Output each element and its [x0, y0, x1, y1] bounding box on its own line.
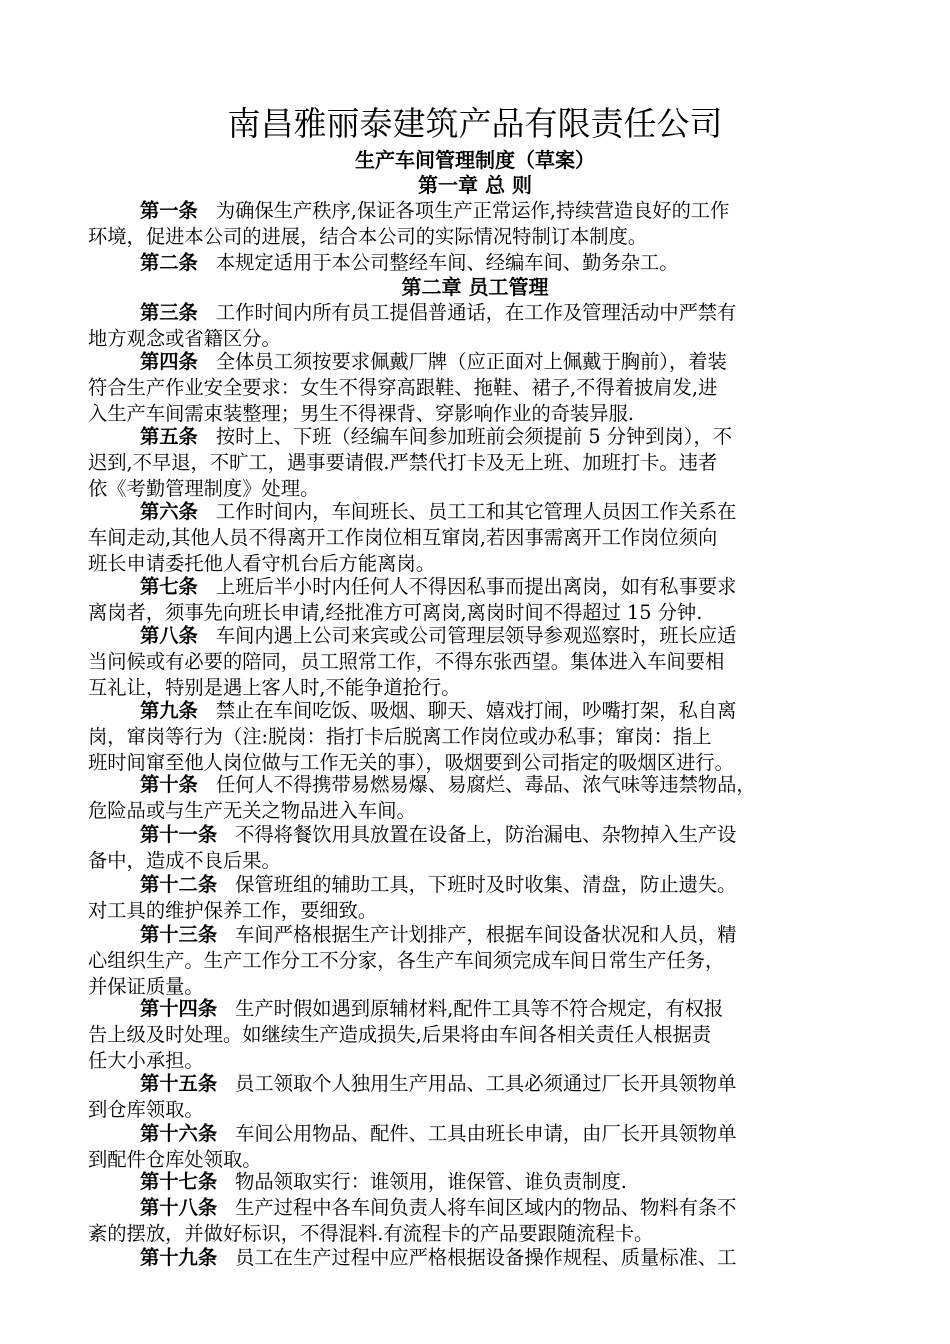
article-12 [88, 872, 888, 924]
article-continuation-line [88, 675, 888, 701]
article-number: 第三条 [140, 301, 198, 324]
article-text: 对工具的维护保养工作，要细致。 [88, 898, 378, 922]
article-11 [88, 822, 888, 874]
article-text: 依《考勤管理制度》处理。 [88, 476, 320, 500]
article-number: 第十四条 [140, 997, 218, 1020]
article-text: 危险品或与生产无关之物品进入车间。 [88, 798, 416, 822]
article-18 [88, 1195, 888, 1247]
article-14 [88, 996, 888, 1074]
article-continuation-line [88, 724, 888, 750]
article-16 [88, 1121, 888, 1173]
article-continuation-line [88, 948, 888, 974]
article-10 [88, 772, 888, 824]
article-first-line [88, 300, 888, 326]
article-first-line [88, 623, 888, 649]
article-continuation-line [88, 551, 888, 577]
article-2 [88, 250, 888, 276]
article-4 [88, 349, 888, 427]
article-number: 第七条 [140, 575, 198, 598]
article-15 [88, 1071, 888, 1123]
article-text: 员工领取个人独用生产用品、工具必须通过厂长开具领物单 [235, 1072, 737, 1095]
article-text: 按时上、下班（经编车间参加班前会须提前 5 分钟到岗），不 [215, 425, 733, 448]
article-text: 环境，促进本公司的进展，结合本公司的实际情况特制订本制度。 [88, 224, 648, 248]
article-text: 当问候或有必要的陪同，员工照常工作，不得东张西望。集体进入车间要相 [88, 649, 725, 673]
article-9 [88, 698, 888, 776]
article-text: 告上级及时处理。如继续生产造成损失,后果将由车间各相关责任人根据责 [88, 1022, 712, 1046]
article-8 [88, 623, 888, 701]
article-text: 任大小承担。 [88, 1048, 204, 1072]
article-number: 第四条 [140, 350, 198, 373]
article-continuation-line [88, 1022, 888, 1048]
article-continuation-line [88, 525, 888, 551]
article-text: 离岗者，须事先向班长申请,经批准方可离岗,离岗时间不得超过 15 分钟. [88, 600, 703, 624]
article-5 [88, 424, 888, 502]
article-continuation-line [88, 600, 888, 626]
article-number: 第六条 [140, 500, 198, 523]
article-number: 第八条 [140, 624, 198, 647]
article-text: 到配件仓库处领取。 [88, 1147, 262, 1171]
article-1 [88, 198, 888, 250]
article-continuation-line [88, 450, 888, 476]
article-number: 第十一条 [140, 823, 218, 846]
article-17 [88, 1169, 888, 1195]
article-text: 工作时间内所有员工提倡普通话，在工作及管理活动中严禁有 [215, 301, 737, 324]
article-text: 地方观念或省籍区分。 [88, 326, 281, 350]
article-19 [88, 1245, 888, 1271]
article-text: 为确保生产秩序,保证各项生产正常运作,持续营造良好的工作 [215, 199, 730, 222]
article-text: 互礼让，特别是遇上客人时,不能争道抢行。 [88, 675, 461, 699]
article-continuation-line [88, 798, 888, 824]
article-number: 第十条 [140, 773, 198, 796]
article-number: 第一条 [140, 199, 198, 222]
article-text: 全体员工须按要求佩戴厂牌（应正面对上佩戴于胸前），着装 [215, 350, 727, 373]
article-text: 符合生产作业安全要求：女生不得穿高跟鞋、拖鞋、裙子,不得着披肩发,进 [88, 375, 718, 399]
article-first-line [88, 198, 888, 224]
article-text: 车间走动,其他人员不得离开工作岗位相互窜岗,若因事需离开工作岗位须向 [88, 525, 718, 549]
article-text: 不得将餐饮用具放置在设备上，防治漏电、杂物掉入生产设 [235, 823, 737, 846]
article-text: 物品领取实行：谁领用，谁保管、谁负责制度. [235, 1170, 627, 1193]
article-text: 生产时假如遇到原辅材料,配件工具等不符合规定，有权报 [235, 997, 724, 1020]
article-continuation-line [88, 224, 888, 250]
article-text: 入生产车间需束装整理；男生不得裸背、穿影响作业的奇装异服. [88, 401, 635, 425]
article-number: 第十六条 [140, 1122, 218, 1145]
article-text: 禁止在车间吃饭、吸烟、聊天、嬉戏打闹，吵嘴打架，私自离 [215, 699, 737, 722]
article-text: 工作时间内，车间班长、员工工和其它管理人员因工作关系在 [215, 500, 737, 523]
article-text: 员工在生产过程中应严格根据设备操作规程、质量标准、工 [235, 1246, 737, 1269]
article-continuation-line [88, 1048, 888, 1074]
article-continuation-line [88, 375, 888, 401]
article-text: 车间严格根据生产计划排产，根据车间设备状况和人员，精 [235, 923, 737, 946]
article-text: 班时间窜至他人岗位做与工作无关的事），吸烟要到公司指定的吸烟区进行。 [88, 750, 734, 774]
article-first-line [88, 822, 888, 848]
article-text: 迟到,不早退，不旷工，遇事要请假.严禁代打卡及无上班、加班打卡。违者 [88, 450, 718, 474]
article-first-line [88, 574, 888, 600]
article-continuation-line [88, 898, 888, 924]
article-13 [88, 922, 888, 1000]
article-7 [88, 574, 888, 626]
article-number: 第二条 [140, 251, 198, 274]
chapter-heading-2: 第二章 员工管理 [401, 275, 549, 299]
article-3 [88, 300, 888, 352]
article-first-line [88, 1195, 888, 1221]
article-continuation-line [88, 401, 888, 427]
article-continuation-line [88, 1221, 888, 1247]
article-number: 第十二条 [140, 873, 218, 896]
article-first-line [88, 922, 888, 948]
article-text: 本规定适用于本公司整经车间、经编车间、勤务杂工。 [215, 251, 679, 274]
article-first-line [88, 698, 888, 724]
article-number: 第十九条 [140, 1246, 218, 1269]
article-text: 生产过程中各车间负责人将车间区域内的物品、物料有条不 [235, 1196, 737, 1219]
article-text: 班长申请委托他人看守机台后方能离岗。 [88, 551, 436, 575]
article-number: 第九条 [140, 699, 198, 722]
article-text: 到仓库领取。 [88, 1097, 204, 1121]
article-text: 保管班组的辅助工具，下班时及时收集、清盘，防止遗失。 [235, 873, 737, 896]
article-text: 上班后半小时内任何人不得因私事而提出离岗，如有私事要求 [215, 575, 737, 598]
article-text: 并保证质量。 [88, 974, 204, 998]
article-continuation-line [88, 649, 888, 675]
article-first-line [88, 996, 888, 1022]
article-continuation-line [88, 326, 888, 352]
chapter-heading-1: 第一章 总 则 [418, 173, 532, 197]
article-text: 车间公用物品、配件、工具由班长申请，由厂长开具领物单 [235, 1122, 737, 1145]
company-name: 南昌雅丽泰建筑产品有限责任公司 [227, 104, 723, 143]
article-text: 岗，窜岗等行为（注:脱岗：指打卡后脱离工作岗位或办私事；窜岗：指上 [88, 724, 712, 748]
article-first-line [88, 1169, 888, 1195]
article-number: 第十七条 [140, 1170, 218, 1193]
article-first-line [88, 250, 888, 276]
document-title: 生产车间管理制度（草案） [355, 148, 595, 172]
article-first-line [88, 772, 888, 798]
article-number: 第五条 [140, 425, 198, 448]
article-first-line [88, 1071, 888, 1097]
article-number: 第十八条 [140, 1196, 218, 1219]
article-continuation-line [88, 476, 888, 502]
article-first-line [88, 424, 888, 450]
article-text: 备中，造成不良后果。 [88, 848, 281, 872]
article-text: 紊的摆放，并做好标识，不得混料.有流程卡的产品要跟随流程卡。 [88, 1221, 654, 1245]
article-first-line [88, 349, 888, 375]
article-continuation-line [88, 1097, 888, 1123]
article-number: 第十三条 [140, 923, 218, 946]
article-text: 车间内遇上公司来宾或公司管理层领导参观巡察时，班长应适 [215, 624, 737, 647]
article-text: 心组织生产。生产工作分工不分家，各生产车间须完成车间日常生产任务， [88, 948, 725, 972]
article-6 [88, 499, 888, 577]
article-number: 第十五条 [140, 1072, 218, 1095]
article-first-line [88, 499, 888, 525]
article-first-line [88, 1121, 888, 1147]
article-continuation-line [88, 848, 888, 874]
article-first-line [88, 1245, 888, 1271]
article-first-line [88, 872, 888, 898]
article-text: 任何人不得携带易燃易爆、易腐烂、毒品、浓气味等违禁物品， [215, 773, 756, 796]
